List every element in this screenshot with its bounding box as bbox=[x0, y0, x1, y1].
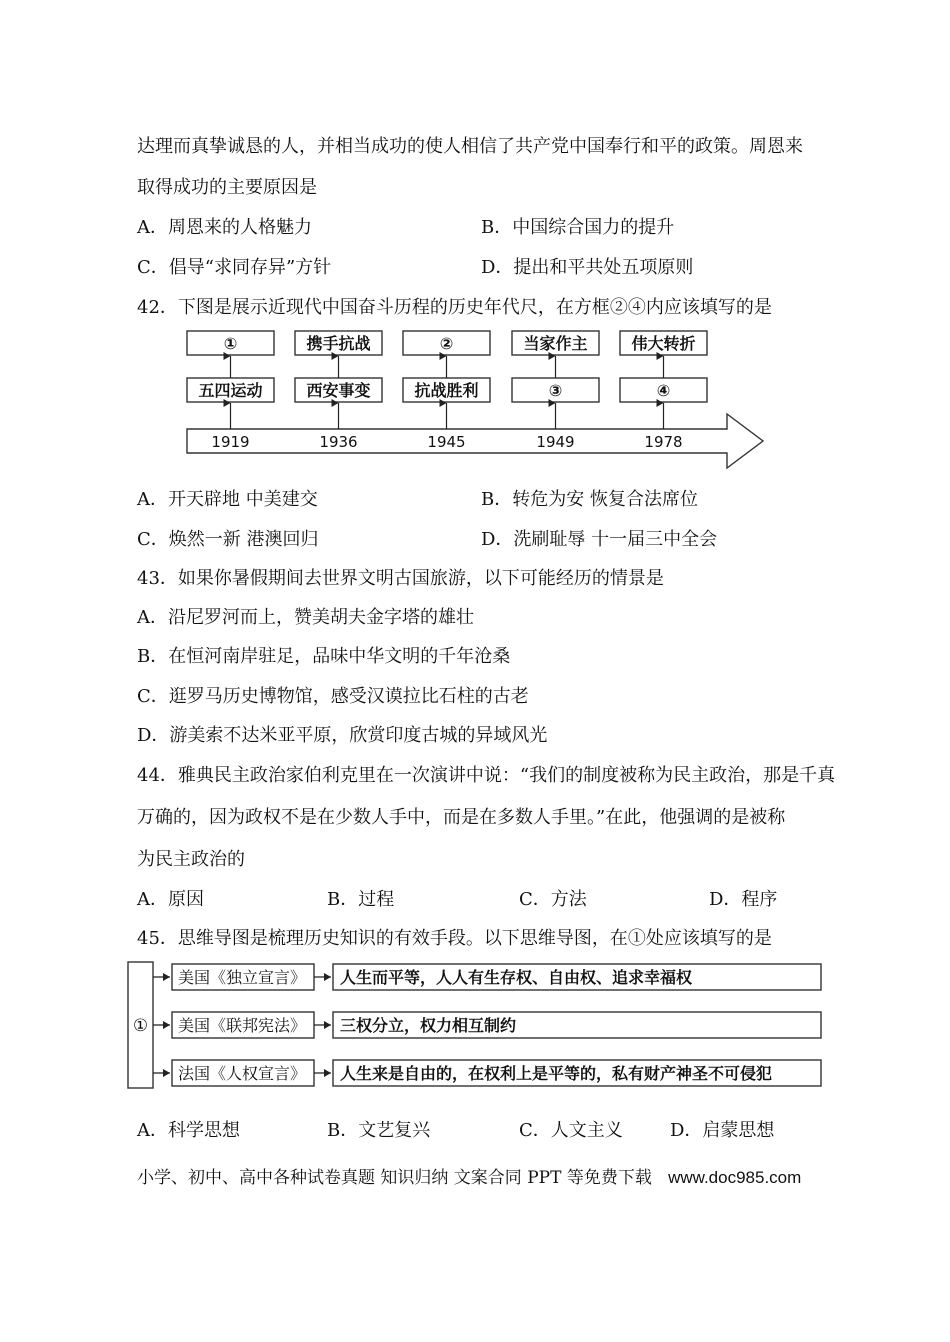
timeline-top-label: 伟大转折 bbox=[631, 334, 696, 353]
q43-option-a: A．沿尼罗河而上，赞美胡夫金字塔的雄壮 bbox=[137, 607, 474, 628]
history-timeline-figure bbox=[180, 325, 770, 475]
timeline-year: 1945 bbox=[427, 433, 466, 451]
q44-option-d: D．程序 bbox=[709, 889, 778, 910]
q42-option-d: D．洗刷耻辱 十一届三中全会 bbox=[481, 529, 718, 550]
timeline-top-label: 携手抗战 bbox=[306, 334, 371, 353]
timeline-year: 1949 bbox=[536, 433, 575, 451]
q44-option-c: C．方法 bbox=[519, 889, 587, 910]
q44-option-b: B．过程 bbox=[327, 889, 395, 910]
mindmap-content-label: 三权分立，权力相互制约 bbox=[340, 1016, 517, 1035]
q44-stem-line3: 为民主政治的 bbox=[137, 849, 245, 870]
q43-option-d: D．游美索不达米亚平原，欣赏印度古城的异域风光 bbox=[137, 725, 548, 746]
timeline-mid-label: 西安事变 bbox=[306, 381, 371, 400]
mindmap-doc-label: 美国《联邦宪法》 bbox=[178, 1016, 307, 1035]
q45-option-d: D．启蒙思想 bbox=[670, 1120, 775, 1141]
q42-option-b: B．转危为安 恢复合法席位 bbox=[481, 489, 698, 510]
timeline-mid-label: 抗战胜利 bbox=[414, 381, 479, 400]
q44-option-a: A．原因 bbox=[137, 889, 204, 910]
mindmap-figure bbox=[125, 958, 830, 1094]
q41-option-a: A．周恩来的人格魅力 bbox=[137, 217, 312, 238]
q41-option-c: C．倡导“求同存异”方针 bbox=[137, 257, 332, 278]
q45-stem: 45．思维导图是梳理历史知识的有效手段。以下思维导图，在①处应该填写的是 bbox=[137, 928, 772, 949]
q43-stem: 43．如果你暑假期间去世界文明古国旅游，以下可能经历的情景是 bbox=[137, 568, 664, 589]
q43-option-c: C．逛罗马历史博物馆，感受汉谟拉比石柱的古老 bbox=[137, 686, 529, 707]
q42-stem: 42．下图是展示近现代中国奋斗历程的历史年代尺，在方框②④内应该填写的是 bbox=[137, 297, 772, 318]
q42-option-c: C．焕然一新 港澳回归 bbox=[137, 529, 319, 550]
footer-url[interactable]: www.doc985.com bbox=[668, 1168, 802, 1187]
q44-stem-line1: 44．雅典民主政治家伯利克里在一次演讲中说：“我们的制度被称为民主政治，那是千真 bbox=[137, 765, 836, 786]
q43-option-b: B．在恒河南岸驻足，品味中华文明的千年沧桑 bbox=[137, 646, 511, 667]
q41-option-b: B．中国综合国力的提升 bbox=[481, 217, 675, 238]
timeline-mid-label: 五四运动 bbox=[198, 381, 263, 400]
mindmap-root-label: ① bbox=[132, 1016, 149, 1036]
q45-option-b: B．文艺复兴 bbox=[327, 1120, 431, 1141]
timeline-mid-label: ④ bbox=[656, 381, 671, 400]
mindmap-doc-label: 法国《人权宣言》 bbox=[178, 1064, 307, 1083]
timeline-year: 1978 bbox=[644, 433, 683, 451]
footer bbox=[137, 1166, 801, 1190]
timeline-year: 1919 bbox=[211, 433, 250, 451]
q42-option-a: A．开天辟地 中美建交 bbox=[137, 489, 318, 510]
footer-text: 小学、初中、高中各种试卷真题 知识归纳 文案合同 PPT 等免费下载 bbox=[137, 1168, 652, 1188]
mindmap-content-label: 人生而平等，人人有生存权、自由权、追求幸福权 bbox=[340, 968, 693, 987]
q41-stem-line1: 达理而真挚诚恳的人，并相当成功的使人相信了共产党中国奉行和平的政策。周恩来 bbox=[137, 136, 803, 157]
timeline-top-label: ② bbox=[439, 334, 454, 353]
timeline-top-label: ① bbox=[223, 334, 238, 353]
q45-option-c: C．人文主义 bbox=[519, 1120, 623, 1141]
q41-option-d: D．提出和平共处五项原则 bbox=[481, 257, 694, 278]
timeline-top-label: 当家作主 bbox=[523, 334, 588, 353]
mindmap-doc-label: 美国《独立宣言》 bbox=[178, 968, 307, 987]
timeline-year: 1936 bbox=[319, 433, 358, 451]
q41-stem-line2: 取得成功的主要原因是 bbox=[137, 177, 317, 198]
timeline-mid-label: ③ bbox=[548, 381, 563, 400]
q44-stem-line2: 万确的，因为政权不是在少数人手中，而是在多数人手里。”在此，他强调的是被称 bbox=[137, 807, 786, 828]
mindmap-content-label: 人生来是自由的，在权利上是平等的，私有财产神圣不可侵犯 bbox=[340, 1064, 773, 1083]
q45-option-a: A．科学思想 bbox=[137, 1120, 240, 1141]
